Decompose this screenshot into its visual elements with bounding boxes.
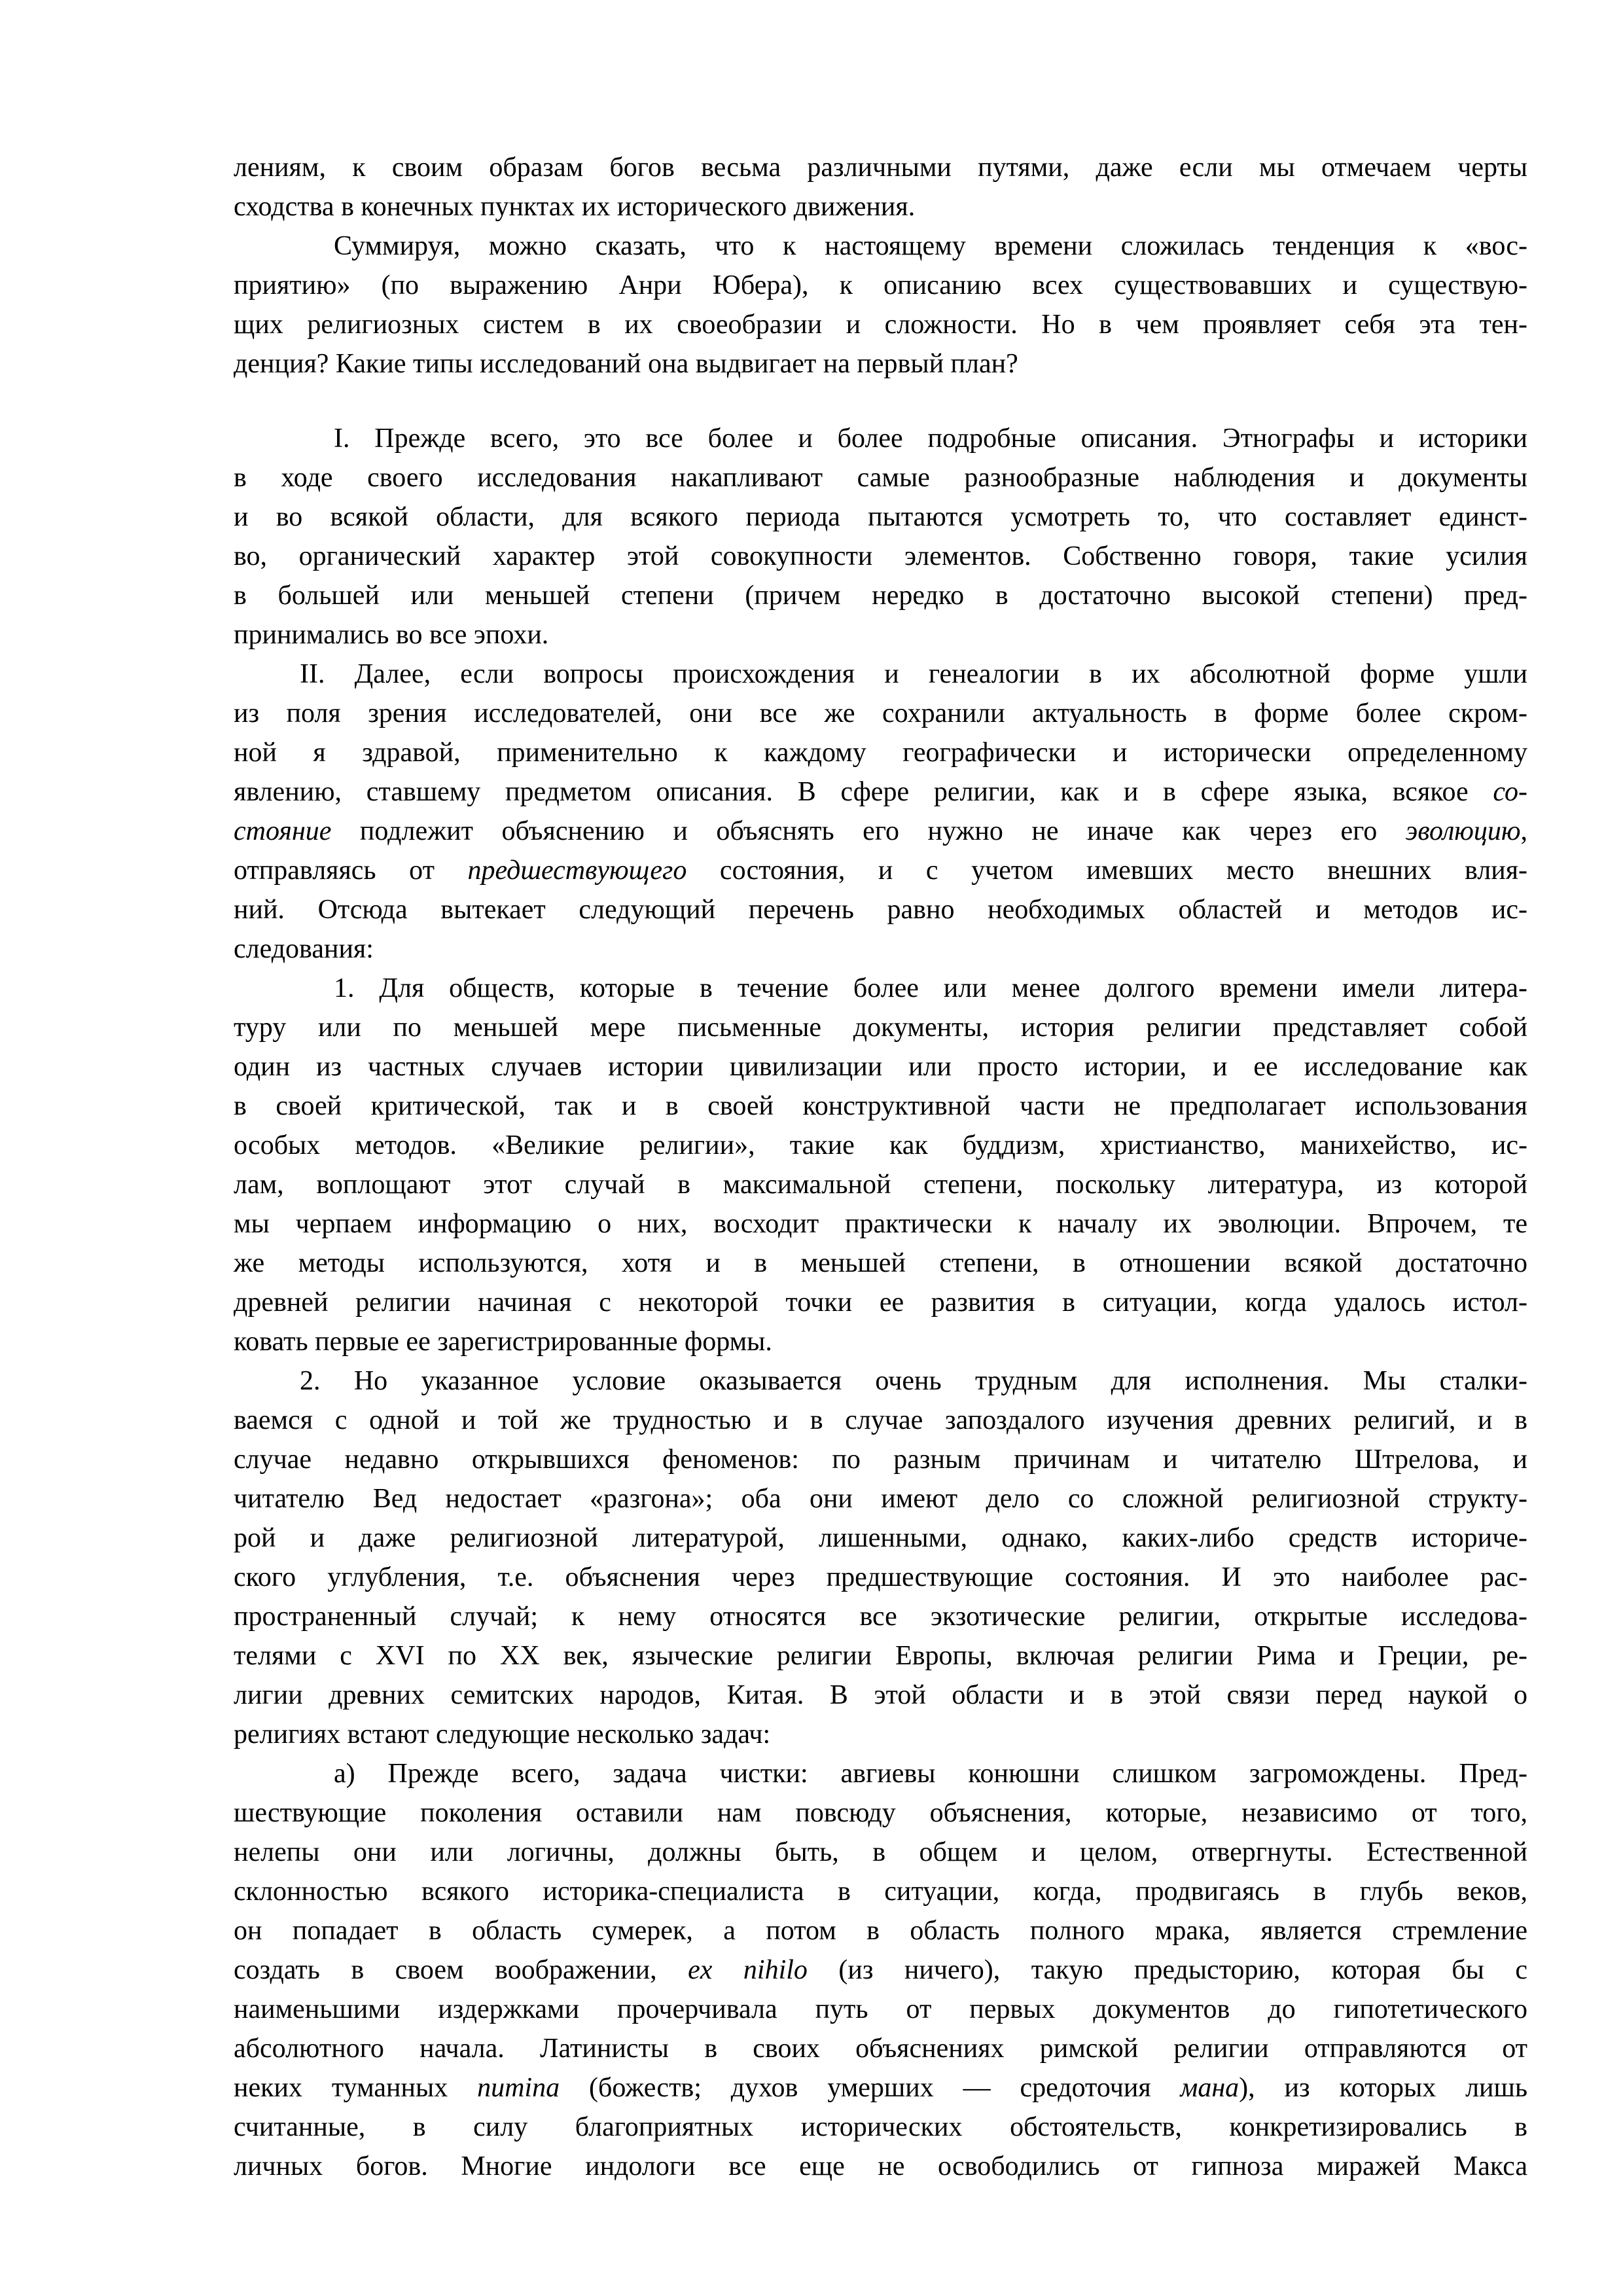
text-line: щих религиозных систем в их своеобразии и сложности. Но в чем проявляет себя эта тен- [234,310,1527,340]
text-line: Суммируя, можно сказать, что к настоящему времени сложилась тенденция к «вос- [334,231,1527,261]
text-line: сходства в конечных пунктах их исторического движения. [234,192,916,222]
text-line: личных богов. Многие индологи все еще не освободились от гипноза миражей Макса [234,2151,1527,2181]
text-line: принимались во все эпохи. [234,620,549,650]
text-line: II. Далее, если вопросы происхождения и генеалогии в их абсолютной форме ушли [300,659,1527,689]
text-line: нелепы они или логичны, должны быть, в общем и целом, отвергнуты. Естественной [234,1837,1527,1867]
text-line: склонностью всякого историка-специалиста в ситуации, когда, продвигаясь в глубь веков, [234,1876,1527,1907]
text-line: туру или по меньшей мере письменные документы, история религии представляет собой [234,1013,1527,1043]
text-line: в своей критической, так и в своей конструктивной части не предполагает использования [234,1091,1527,1121]
text-line: лениям, к своим образам богов весьма различными путями, даже если мы отмечаем черты [234,152,1527,183]
text-line: во, органический характер этой совокупности элементов. Собственно говоря, такие усилия [234,541,1527,571]
text-line: ваемся с одной и той же трудностью и в случае запоздалого изучения древних религий, и в [234,1405,1527,1435]
text-line: и во всякой области, для всякого периода пытаются усмотреть то, что составляет единст- [234,502,1527,532]
text-line: ковать первые ее зарегистрированные формы. [234,1327,772,1357]
text-line: же методы используются, хотя и в меньшей степени, в отношении всякой достаточно [234,1248,1527,1278]
text-line: мы черпаем информацию о них, восходит практически к началу их эволюции. Впрочем, те [234,1209,1527,1239]
text-line: лигии древних семитских народов, Китая. В этой области и в этой связи перед наукой о [234,1680,1527,1710]
text-line: приятию» (по выражению Анри Юбера), к описанию всех существовавших и существую- [234,270,1527,300]
text-line: неких туманных numina (божеств; духов умерших — средоточия мана), из которых лишь [234,2073,1527,2103]
text-line: 2. Но указанное условие оказывается очень трудным для исполнения. Мы сталки- [300,1366,1527,1396]
text-line: случае недавно открывшихся феноменов: по разным причинам и читателю Штрелова, и [234,1444,1527,1475]
text-line: следования: [234,934,374,964]
text-line: денция? Какие типы исследований она выдвигает на первый план? [234,349,1018,379]
text-line: явлению, ставшему предметом описания. В сфере религии, как и в сфере языка, всякое со- [234,777,1527,807]
text-line: абсолютного начала. Латинисты в своих объяснениях римской религии отправляются от [234,2034,1527,2064]
text-line: наименьшими издержками прочерчивала путь от первых документов до гипотетического [234,1994,1527,2024]
text-line: особых методов. «Великие религии», такие как буддизм, христианство, манихейство, ис- [234,1130,1527,1160]
text-line: религиях встают следующие несколько задач: [234,1719,771,1749]
text-line: ского углубления, т.е. объяснения через предшествующие состояния. И это наиболее рас- [234,1562,1527,1592]
text-line: один из частных случаев истории цивилизации или просто истории, и ее исследование как [234,1052,1527,1082]
text-line: из поля зрения исследователей, они все же сохранили актуальность в форме более скром- [234,698,1527,728]
text-line: а) Прежде всего, задача чистки: авгиевы конюшни слишком загромождены. Пред- [334,1759,1527,1789]
text-line: телями с XVI по XX век, языческие религии Европы, включая религии Рима и Греции, ре- [234,1641,1527,1671]
text-line: считанные, в силу благоприятных исторических обстоятельств, конкретизировались в [234,2112,1527,2142]
text-line: стояние подлежит объяснению и объяснять его нужно не иначе как через его эволюцию, [234,816,1527,846]
text-line: ной я здравой, применительно к каждому географически и исторически определенному [234,738,1527,768]
text-line: 1. Для обществ, которые в течение более или менее долгого времени имели литера- [334,973,1527,1003]
text-line: древней религии начиная с некоторой точки ее развития в ситуации, когда удалось истол- [234,1287,1527,1318]
text-line: создать в своем воображении, ex nihilo (из ничего), такую предысторию, которая бы с [234,1955,1527,1985]
text-line: лам, воплощают этот случай в максимальной степени, поскольку литература, из которой [234,1170,1527,1200]
text-line: читателю Вед недостает «разгона»; оба они имеют дело со сложной религиозной структу- [234,1484,1527,1514]
text-line: рой и даже религиозной литературой, лишенными, однако, каких-либо средств историче- [234,1523,1527,1553]
text-line: в большей или меньшей степени (причем нередко в достаточно высокой степени) пред- [234,581,1527,611]
text-line: шествующие поколения оставили нам повсюду объяснения, которые, независимо от того, [234,1798,1527,1828]
text-line: пространенный случай; к нему относятся все экзотические религии, открытые исследова- [234,1602,1527,1632]
text-line: отправляясь от предшествующего состояния, и с учетом имевших место внешних влия- [234,855,1527,886]
text-line: ний. Отсюда вытекает следующий перечень равно необходимых областей и методов ис- [234,895,1527,925]
text-line: I. Прежде всего, это все более и более подробные описания. Этнографы и историки [334,423,1527,454]
text-line: в ходе своего исследования накапливают самые разнообразные наблюдения и документы [234,463,1527,493]
text-line: он попадает в область сумерек, а потом в область полного мрака, является стремление [234,1916,1527,1946]
